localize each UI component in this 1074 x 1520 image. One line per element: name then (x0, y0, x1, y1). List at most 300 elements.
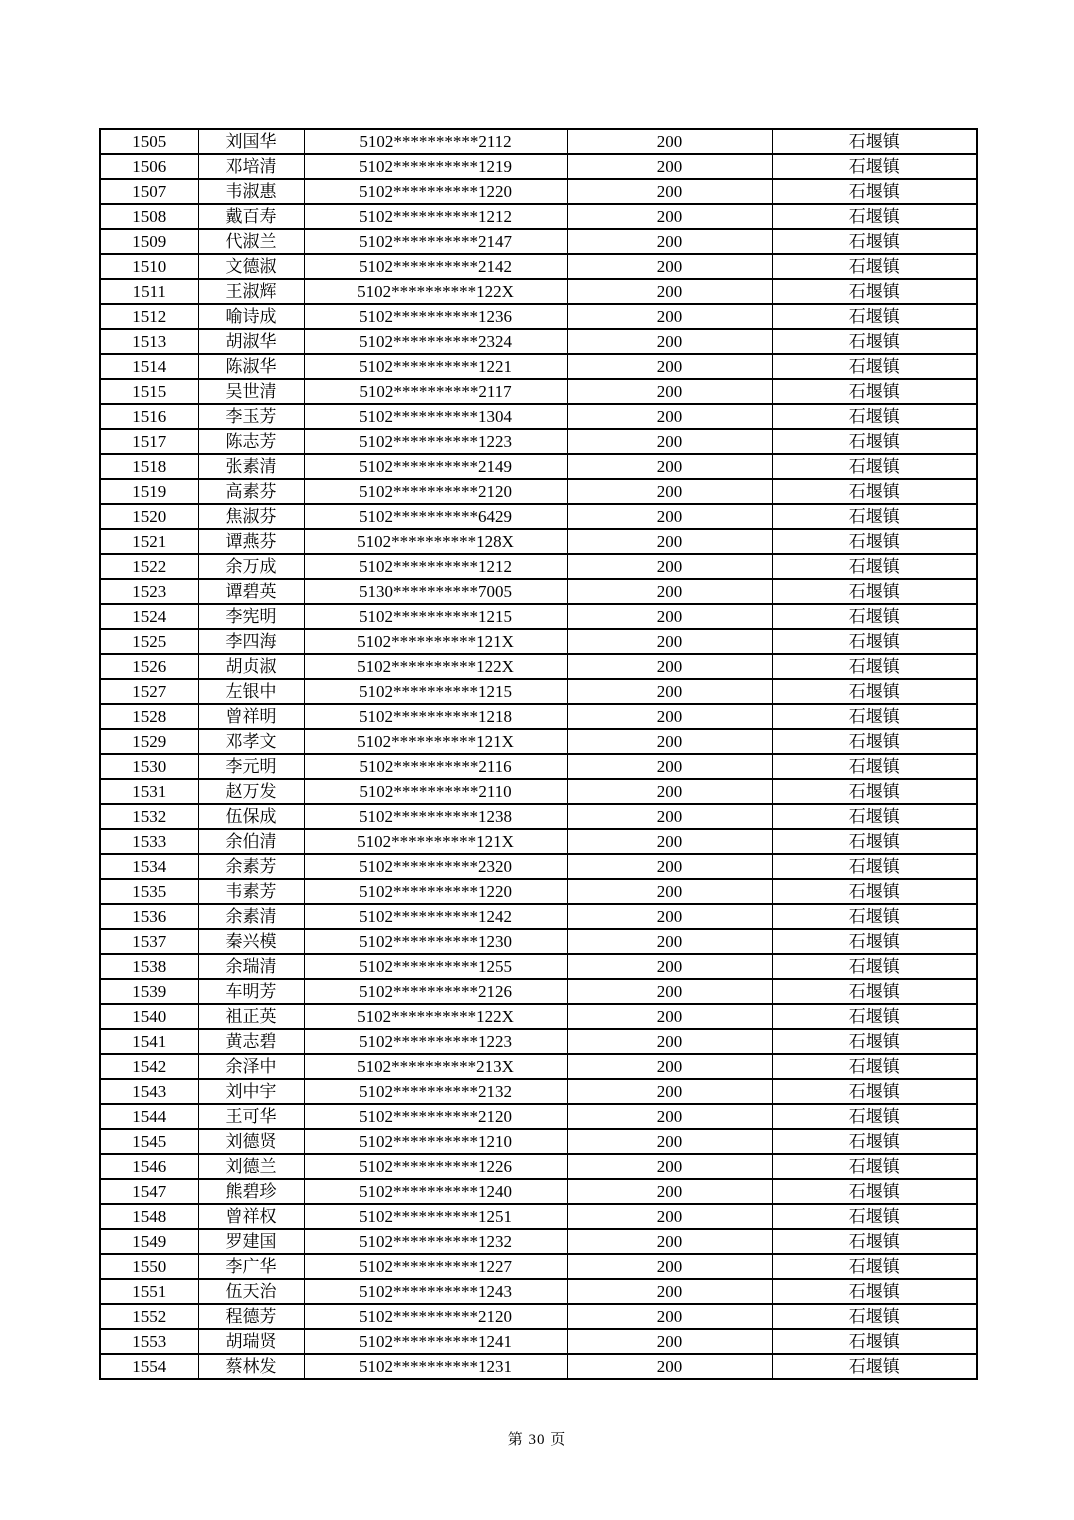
id_masked-cell: 5102**********2120 (304, 479, 567, 504)
name-cell: 陈淑华 (198, 354, 304, 379)
table-row (100, 729, 977, 754)
table-row (100, 879, 977, 904)
amount-cell: 200 (567, 1154, 772, 1179)
index-cell: 1539 (100, 979, 198, 1004)
town-cell: 石堰镇 (772, 1079, 977, 1104)
amount-cell: 200 (567, 854, 772, 879)
id_masked-cell: 5102**********1236 (304, 304, 567, 329)
amount-cell: 200 (567, 604, 772, 629)
amount-cell: 200 (567, 679, 772, 704)
table-row (100, 179, 977, 204)
id_masked-cell: 5102**********1231 (304, 1354, 567, 1379)
table-row (100, 1329, 977, 1354)
table-row (100, 1304, 977, 1329)
name-cell: 赵万发 (198, 779, 304, 804)
amount-cell: 200 (567, 1079, 772, 1104)
name-cell: 祖正英 (198, 1004, 304, 1029)
id_masked-cell: 5102**********1243 (304, 1279, 567, 1304)
town-cell: 石堰镇 (772, 379, 977, 404)
id_masked-cell: 5102**********2320 (304, 854, 567, 879)
table-row (100, 579, 977, 604)
table-row (100, 354, 977, 379)
table-row (100, 954, 977, 979)
table-row (100, 704, 977, 729)
town-cell: 石堰镇 (772, 304, 977, 329)
index-cell: 1530 (100, 754, 198, 779)
table-row (100, 229, 977, 254)
name-cell: 吴世清 (198, 379, 304, 404)
id_masked-cell: 5102**********2149 (304, 454, 567, 479)
id_masked-cell: 5130**********7005 (304, 579, 567, 604)
table-row (100, 1179, 977, 1204)
amount-cell: 200 (567, 904, 772, 929)
name-cell: 王淑辉 (198, 279, 304, 304)
name-cell: 黄志碧 (198, 1029, 304, 1054)
name-cell: 车明芳 (198, 979, 304, 1004)
id_masked-cell: 5102**********1219 (304, 154, 567, 179)
index-cell: 1537 (100, 929, 198, 954)
table-row (100, 929, 977, 954)
name-cell: 曾祥权 (198, 1204, 304, 1229)
index-cell: 1536 (100, 904, 198, 929)
town-cell: 石堰镇 (772, 429, 977, 454)
index-cell: 1541 (100, 1029, 198, 1054)
id_masked-cell: 5102**********2112 (304, 129, 567, 154)
amount-cell: 200 (567, 1204, 772, 1229)
town-cell: 石堰镇 (772, 1004, 977, 1029)
town-cell: 石堰镇 (772, 954, 977, 979)
index-cell: 1516 (100, 404, 198, 429)
index-cell: 1509 (100, 229, 198, 254)
town-cell: 石堰镇 (772, 1129, 977, 1154)
id_masked-cell: 5102**********1230 (304, 929, 567, 954)
amount-cell: 200 (567, 1179, 772, 1204)
table-row (100, 1229, 977, 1254)
town-cell: 石堰镇 (772, 1104, 977, 1129)
name-cell: 李元明 (198, 754, 304, 779)
id_masked-cell: 5102**********2120 (304, 1304, 567, 1329)
amount-cell: 200 (567, 529, 772, 554)
name-cell: 代淑兰 (198, 229, 304, 254)
town-cell: 石堰镇 (772, 1304, 977, 1329)
amount-cell: 200 (567, 1254, 772, 1279)
table-row (100, 829, 977, 854)
id_masked-cell: 5102**********1226 (304, 1154, 567, 1179)
id_masked-cell: 5102**********2120 (304, 1104, 567, 1129)
amount-cell: 200 (567, 829, 772, 854)
index-cell: 1531 (100, 779, 198, 804)
index-cell: 1542 (100, 1054, 198, 1079)
table-row (100, 1029, 977, 1054)
amount-cell: 200 (567, 554, 772, 579)
index-cell: 1508 (100, 204, 198, 229)
town-cell: 石堰镇 (772, 754, 977, 779)
town-cell: 石堰镇 (772, 1354, 977, 1379)
name-cell: 李广华 (198, 1254, 304, 1279)
town-cell: 石堰镇 (772, 604, 977, 629)
index-cell: 1518 (100, 454, 198, 479)
amount-cell: 200 (567, 779, 772, 804)
table-row (100, 979, 977, 1004)
name-cell: 刘德兰 (198, 1154, 304, 1179)
amount-cell: 200 (567, 454, 772, 479)
table-row (100, 854, 977, 879)
table-row (100, 454, 977, 479)
id_masked-cell: 5102**********122X (304, 279, 567, 304)
town-cell: 石堰镇 (772, 629, 977, 654)
id_masked-cell: 5102**********1227 (304, 1254, 567, 1279)
id_masked-cell: 5102**********1223 (304, 429, 567, 454)
amount-cell: 200 (567, 329, 772, 354)
index-cell: 1515 (100, 379, 198, 404)
town-cell: 石堰镇 (772, 829, 977, 854)
id_masked-cell: 5102**********2110 (304, 779, 567, 804)
index-cell: 1543 (100, 1079, 198, 1104)
name-cell: 邓孝文 (198, 729, 304, 754)
index-cell: 1521 (100, 529, 198, 554)
index-cell: 1552 (100, 1304, 198, 1329)
amount-cell: 200 (567, 1354, 772, 1379)
table-row (100, 654, 977, 679)
table-row (100, 204, 977, 229)
amount-cell: 200 (567, 804, 772, 829)
name-cell: 余万成 (198, 554, 304, 579)
index-cell: 1538 (100, 954, 198, 979)
index-cell: 1529 (100, 729, 198, 754)
table-row (100, 504, 977, 529)
index-cell: 1535 (100, 879, 198, 904)
amount-cell: 200 (567, 154, 772, 179)
index-cell: 1540 (100, 1004, 198, 1029)
name-cell: 余瑞清 (198, 954, 304, 979)
name-cell: 谭碧英 (198, 579, 304, 604)
name-cell: 文德淑 (198, 254, 304, 279)
town-cell: 石堰镇 (772, 279, 977, 304)
town-cell: 石堰镇 (772, 779, 977, 804)
index-cell: 1532 (100, 804, 198, 829)
town-cell: 石堰镇 (772, 504, 977, 529)
town-cell: 石堰镇 (772, 579, 977, 604)
index-cell: 1554 (100, 1354, 198, 1379)
index-cell: 1514 (100, 354, 198, 379)
name-cell: 刘中宇 (198, 1079, 304, 1104)
town-cell: 石堰镇 (772, 554, 977, 579)
id_masked-cell: 5102**********122X (304, 654, 567, 679)
index-cell: 1513 (100, 329, 198, 354)
id_masked-cell: 5102**********1223 (304, 1029, 567, 1054)
id_masked-cell: 5102**********122X (304, 1004, 567, 1029)
amount-cell: 200 (567, 1029, 772, 1054)
amount-cell: 200 (567, 504, 772, 529)
amount-cell: 200 (567, 354, 772, 379)
amount-cell: 200 (567, 1129, 772, 1154)
index-cell: 1522 (100, 554, 198, 579)
table-row (100, 629, 977, 654)
name-cell: 韦素芳 (198, 879, 304, 904)
amount-cell: 200 (567, 579, 772, 604)
id_masked-cell: 5102**********1240 (304, 1179, 567, 1204)
town-cell: 石堰镇 (772, 729, 977, 754)
name-cell: 谭燕芬 (198, 529, 304, 554)
town-cell: 石堰镇 (772, 404, 977, 429)
town-cell: 石堰镇 (772, 804, 977, 829)
table-row (100, 529, 977, 554)
index-cell: 1507 (100, 179, 198, 204)
index-cell: 1512 (100, 304, 198, 329)
name-cell: 胡贞淑 (198, 654, 304, 679)
table-row (100, 1004, 977, 1029)
table-row (100, 1204, 977, 1229)
table-row (100, 1129, 977, 1154)
name-cell: 秦兴模 (198, 929, 304, 954)
amount-cell: 200 (567, 879, 772, 904)
town-cell: 石堰镇 (772, 204, 977, 229)
id_masked-cell: 5102**********1251 (304, 1204, 567, 1229)
town-cell: 石堰镇 (772, 479, 977, 504)
table-row (100, 904, 977, 929)
id_masked-cell: 5102**********121X (304, 629, 567, 654)
name-cell: 张素清 (198, 454, 304, 479)
amount-cell: 200 (567, 479, 772, 504)
table-row (100, 604, 977, 629)
index-cell: 1546 (100, 1154, 198, 1179)
town-cell: 石堰镇 (772, 1154, 977, 1179)
id_masked-cell: 5102**********128X (304, 529, 567, 554)
amount-cell: 200 (567, 1304, 772, 1329)
index-cell: 1551 (100, 1279, 198, 1304)
table-row (100, 554, 977, 579)
id_masked-cell: 5102**********2126 (304, 979, 567, 1004)
name-cell: 李宪明 (198, 604, 304, 629)
name-cell: 李玉芳 (198, 404, 304, 429)
town-cell: 石堰镇 (772, 979, 977, 1004)
payment-roster-table-body (100, 129, 977, 1379)
index-cell: 1549 (100, 1229, 198, 1254)
index-cell: 1511 (100, 279, 198, 304)
amount-cell: 200 (567, 654, 772, 679)
amount-cell: 200 (567, 129, 772, 154)
name-cell: 伍天治 (198, 1279, 304, 1304)
table-row (100, 404, 977, 429)
index-cell: 1534 (100, 854, 198, 879)
amount-cell: 200 (567, 1329, 772, 1354)
amount-cell: 200 (567, 429, 772, 454)
name-cell: 喻诗成 (198, 304, 304, 329)
name-cell: 胡瑞贤 (198, 1329, 304, 1354)
town-cell: 石堰镇 (772, 904, 977, 929)
name-cell: 韦淑惠 (198, 179, 304, 204)
town-cell: 石堰镇 (772, 1329, 977, 1354)
table-row (100, 129, 977, 154)
table-row (100, 304, 977, 329)
name-cell: 李四海 (198, 629, 304, 654)
town-cell: 石堰镇 (772, 1054, 977, 1079)
town-cell: 石堰镇 (772, 1029, 977, 1054)
id_masked-cell: 5102**********1232 (304, 1229, 567, 1254)
index-cell: 1544 (100, 1104, 198, 1129)
table-row (100, 154, 977, 179)
table-row (100, 754, 977, 779)
name-cell: 程德芳 (198, 1304, 304, 1329)
page-number-footer: 第 30 页 (507, 1432, 567, 1448)
amount-cell: 200 (567, 1104, 772, 1129)
amount-cell: 200 (567, 1279, 772, 1304)
amount-cell: 200 (567, 404, 772, 429)
town-cell: 石堰镇 (772, 679, 977, 704)
amount-cell: 200 (567, 704, 772, 729)
table-row (100, 679, 977, 704)
table-row (100, 379, 977, 404)
id_masked-cell: 5102**********2117 (304, 379, 567, 404)
index-cell: 1524 (100, 604, 198, 629)
name-cell: 高素芬 (198, 479, 304, 504)
amount-cell: 200 (567, 629, 772, 654)
town-cell: 石堰镇 (772, 329, 977, 354)
table-row (100, 429, 977, 454)
town-cell: 石堰镇 (772, 854, 977, 879)
index-cell: 1547 (100, 1179, 198, 1204)
town-cell: 石堰镇 (772, 1179, 977, 1204)
table-row (100, 1079, 977, 1104)
id_masked-cell: 5102**********121X (304, 829, 567, 854)
town-cell: 石堰镇 (772, 354, 977, 379)
town-cell: 石堰镇 (772, 1229, 977, 1254)
town-cell: 石堰镇 (772, 154, 977, 179)
index-cell: 1550 (100, 1254, 198, 1279)
table-row (100, 804, 977, 829)
index-cell: 1510 (100, 254, 198, 279)
name-cell: 王可华 (198, 1104, 304, 1129)
town-cell: 石堰镇 (772, 704, 977, 729)
amount-cell: 200 (567, 304, 772, 329)
town-cell: 石堰镇 (772, 879, 977, 904)
name-cell: 刘德贤 (198, 1129, 304, 1154)
id_masked-cell: 5102**********1220 (304, 179, 567, 204)
id_masked-cell: 5102**********2142 (304, 254, 567, 279)
town-cell: 石堰镇 (772, 529, 977, 554)
index-cell: 1525 (100, 629, 198, 654)
id_masked-cell: 5102**********1215 (304, 604, 567, 629)
name-cell: 罗建国 (198, 1229, 304, 1254)
id_masked-cell: 5102**********1218 (304, 704, 567, 729)
table-row (100, 329, 977, 354)
index-cell: 1506 (100, 154, 198, 179)
table-row (100, 279, 977, 304)
table-row (100, 779, 977, 804)
name-cell: 熊碧珍 (198, 1179, 304, 1204)
amount-cell: 200 (567, 179, 772, 204)
index-cell: 1548 (100, 1204, 198, 1229)
id_masked-cell: 5102**********1238 (304, 804, 567, 829)
town-cell: 石堰镇 (772, 654, 977, 679)
table-row (100, 254, 977, 279)
amount-cell: 200 (567, 379, 772, 404)
town-cell: 石堰镇 (772, 929, 977, 954)
amount-cell: 200 (567, 229, 772, 254)
town-cell: 石堰镇 (772, 1254, 977, 1279)
table-row (100, 1054, 977, 1079)
name-cell: 刘国华 (198, 129, 304, 154)
name-cell: 焦淑芬 (198, 504, 304, 529)
payment-roster-table (99, 128, 978, 1380)
id_masked-cell: 5102**********1304 (304, 404, 567, 429)
id_masked-cell: 5102**********1212 (304, 204, 567, 229)
index-cell: 1528 (100, 704, 198, 729)
index-cell: 1505 (100, 129, 198, 154)
id_masked-cell: 5102**********6429 (304, 504, 567, 529)
id_masked-cell: 5102**********1255 (304, 954, 567, 979)
table-row (100, 479, 977, 504)
name-cell: 伍保成 (198, 804, 304, 829)
town-cell: 石堰镇 (772, 1204, 977, 1229)
id_masked-cell: 5102**********1242 (304, 904, 567, 929)
index-cell: 1526 (100, 654, 198, 679)
town-cell: 石堰镇 (772, 1279, 977, 1304)
id_masked-cell: 5102**********2116 (304, 754, 567, 779)
name-cell: 蔡林发 (198, 1354, 304, 1379)
id_masked-cell: 5102**********121X (304, 729, 567, 754)
amount-cell: 200 (567, 254, 772, 279)
amount-cell: 200 (567, 979, 772, 1004)
id_masked-cell: 5102**********1215 (304, 679, 567, 704)
id_masked-cell: 5102**********1241 (304, 1329, 567, 1354)
index-cell: 1520 (100, 504, 198, 529)
index-cell: 1519 (100, 479, 198, 504)
amount-cell: 200 (567, 1054, 772, 1079)
id_masked-cell: 5102**********2132 (304, 1079, 567, 1104)
id_masked-cell: 5102**********213X (304, 1054, 567, 1079)
index-cell: 1527 (100, 679, 198, 704)
index-cell: 1545 (100, 1129, 198, 1154)
amount-cell: 200 (567, 1229, 772, 1254)
name-cell: 戴百寿 (198, 204, 304, 229)
table-row (100, 1154, 977, 1179)
amount-cell: 200 (567, 204, 772, 229)
amount-cell: 200 (567, 279, 772, 304)
town-cell: 石堰镇 (772, 254, 977, 279)
amount-cell: 200 (567, 929, 772, 954)
index-cell: 1517 (100, 429, 198, 454)
table-row (100, 1354, 977, 1379)
id_masked-cell: 5102**********1221 (304, 354, 567, 379)
amount-cell: 200 (567, 954, 772, 979)
name-cell: 余泽中 (198, 1054, 304, 1079)
name-cell: 左银中 (198, 679, 304, 704)
name-cell: 曾祥明 (198, 704, 304, 729)
id_masked-cell: 5102**********1210 (304, 1129, 567, 1154)
name-cell: 胡淑华 (198, 329, 304, 354)
id_masked-cell: 5102**********2324 (304, 329, 567, 354)
index-cell: 1523 (100, 579, 198, 604)
name-cell: 余素芳 (198, 854, 304, 879)
town-cell: 石堰镇 (772, 179, 977, 204)
town-cell: 石堰镇 (772, 229, 977, 254)
town-cell: 石堰镇 (772, 129, 977, 154)
index-cell: 1533 (100, 829, 198, 854)
id_masked-cell: 5102**********1212 (304, 554, 567, 579)
name-cell: 余素清 (198, 904, 304, 929)
table-row (100, 1104, 977, 1129)
amount-cell: 200 (567, 729, 772, 754)
amount-cell: 200 (567, 754, 772, 779)
town-cell: 石堰镇 (772, 454, 977, 479)
table-row (100, 1279, 977, 1304)
id_masked-cell: 5102**********1220 (304, 879, 567, 904)
name-cell: 陈志芳 (198, 429, 304, 454)
table-row (100, 1254, 977, 1279)
id_masked-cell: 5102**********2147 (304, 229, 567, 254)
amount-cell: 200 (567, 1004, 772, 1029)
